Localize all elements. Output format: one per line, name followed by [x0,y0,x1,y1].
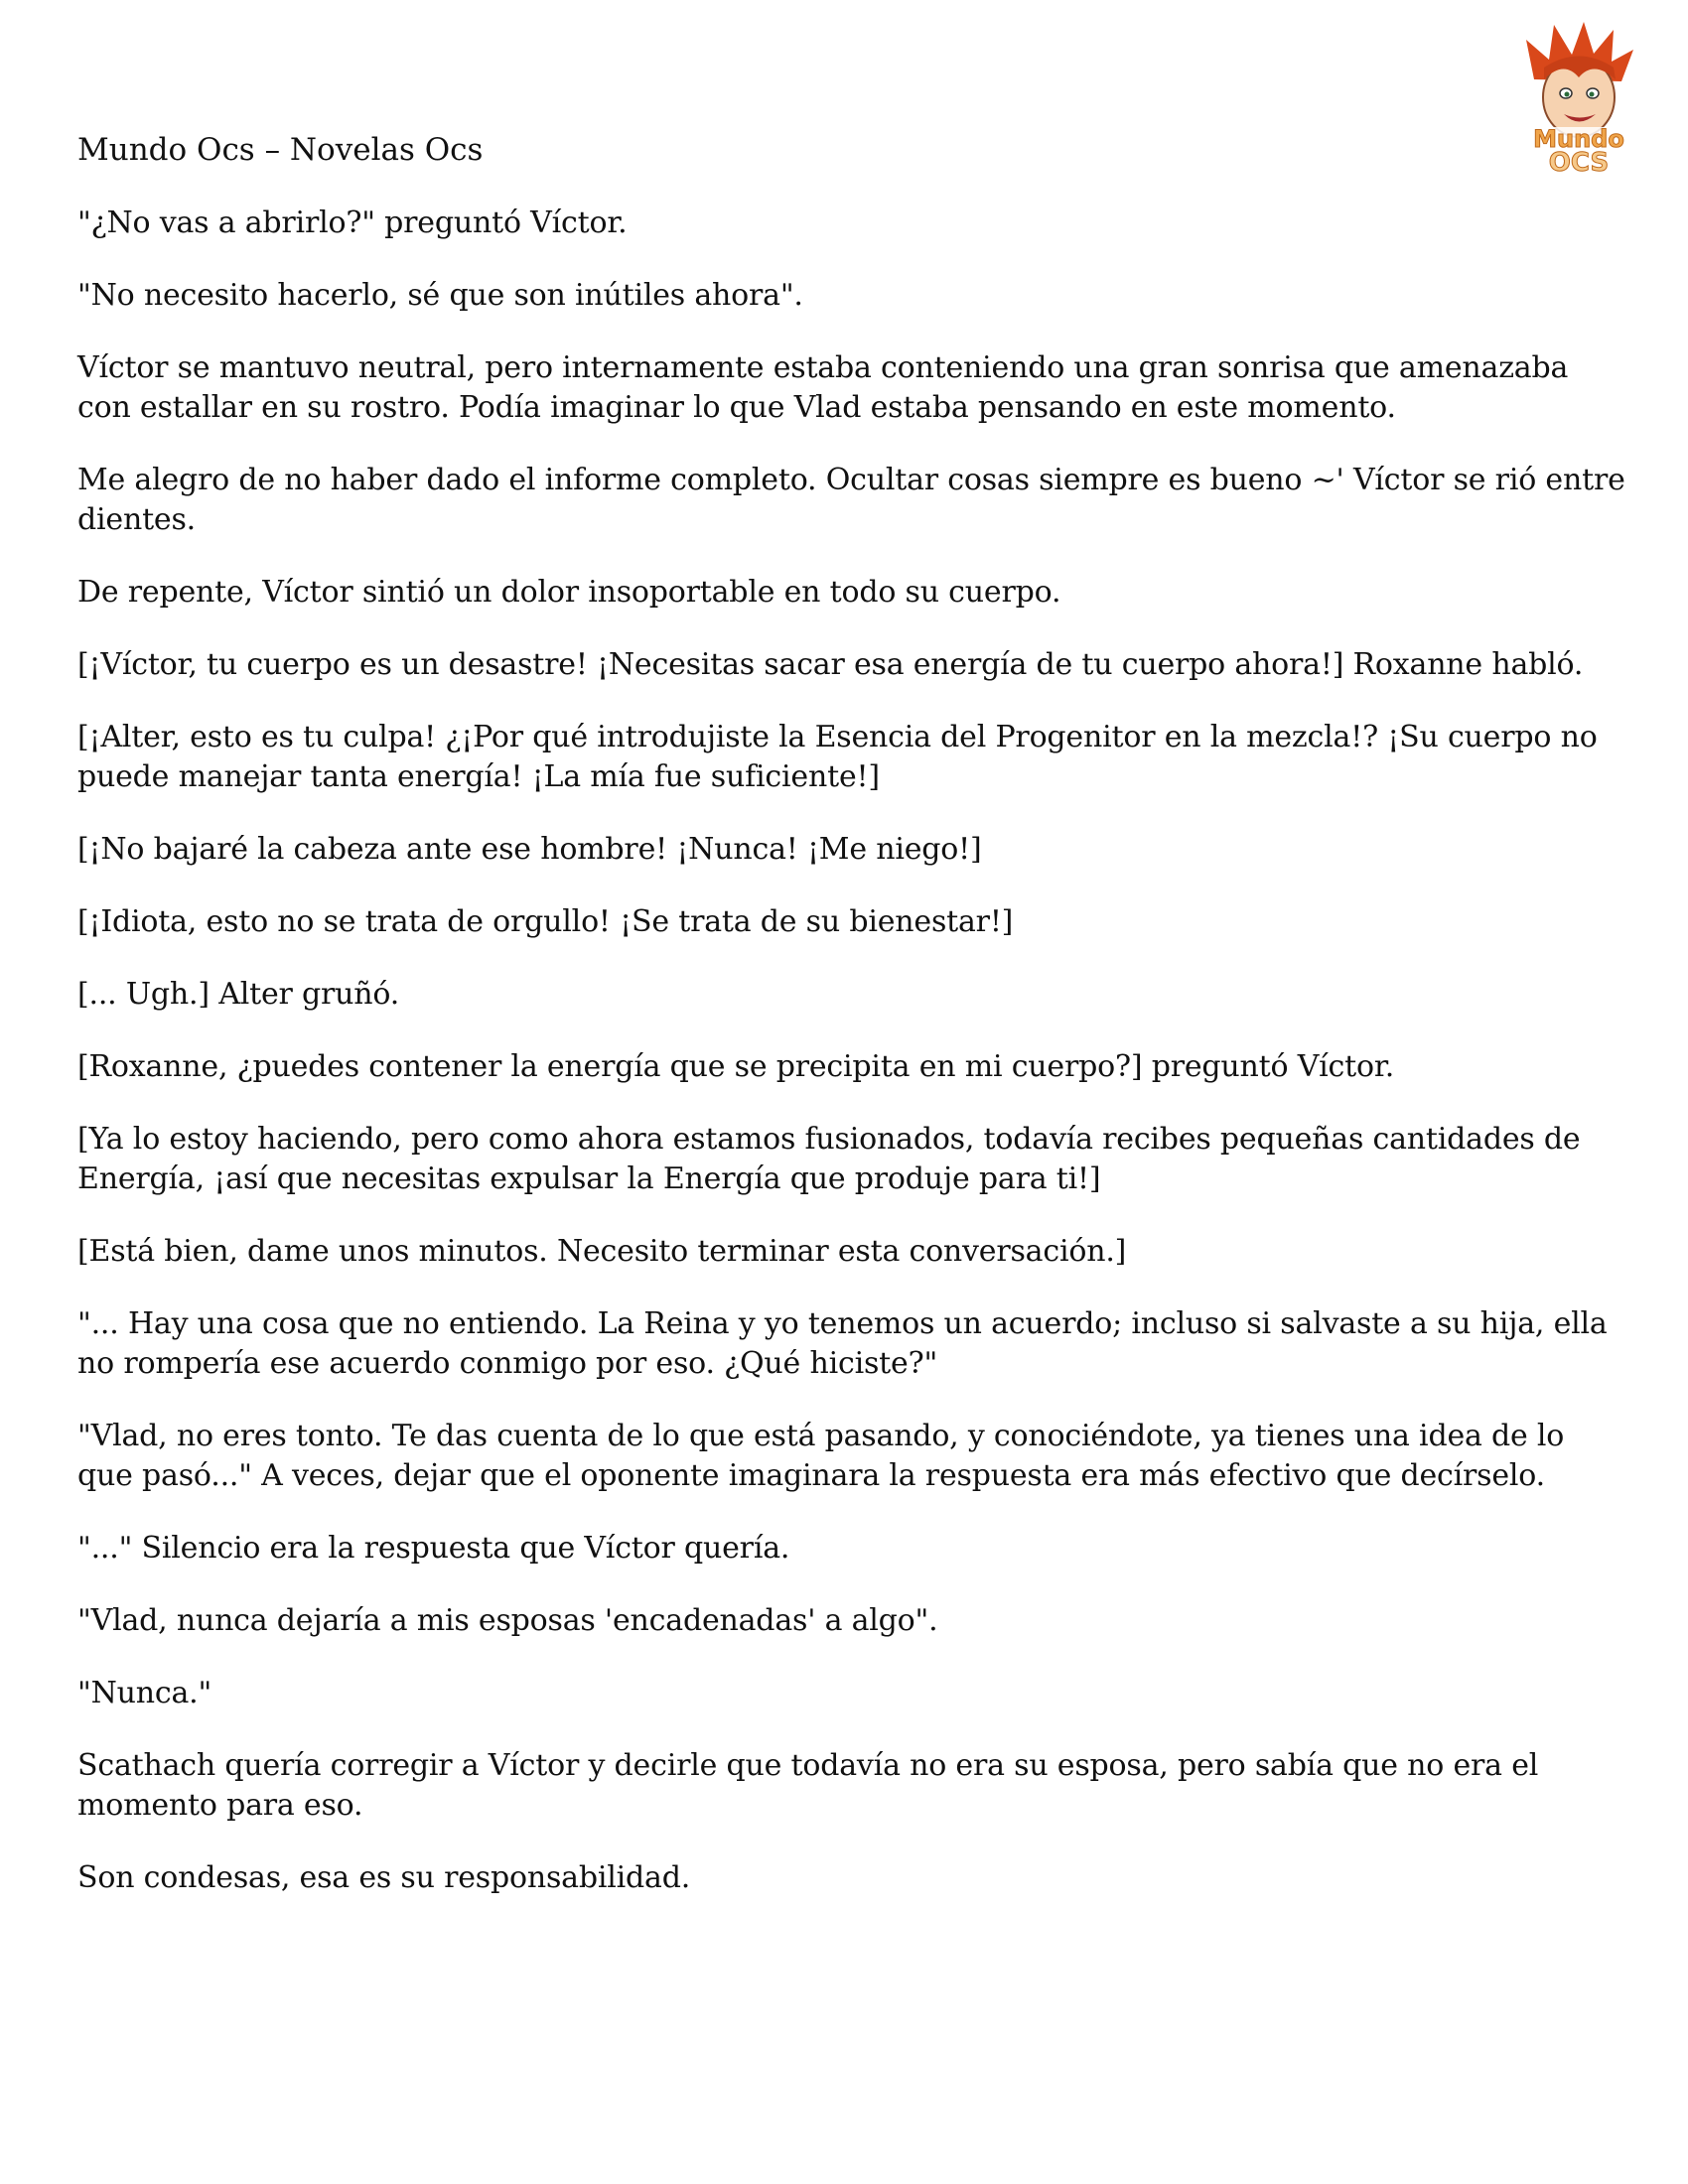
paragraph: [¡Alter, esto es tu culpa! ¿¡Por qué introdujiste la Esencia del Progenitor en la mezcla!? ¡Su cuerpo no puede manejar tanta energía! ¡La mía fue suficiente!] [77,720,1598,794]
paragraph: Víctor se mantuvo neutral, pero internamente estaba conteniendo una gran sonrisa que amenazaba con estallar en su rostro. Podía imaginar lo que Vlad estaba pensando en este momento. [77,350,1569,425]
logo-text-mundo: Mundo [1533,125,1624,153]
paragraph: [... Ugh.] Alter gruñó. [77,977,400,1012]
paragraph: "No necesito hacerlo, sé que son inútiles ahora". [77,278,803,313]
paragraph: [¡Idiota, esto no se trata de orgullo! ¡Se trata de su bienestar!] [77,904,1014,939]
paragraph: "¿No vas a abrirlo?" preguntó Víctor. [77,205,628,240]
paragraph: Me alegro de no haber dado el informe completo. Ocultar cosas siempre es bueno ~' Víctor se rió entre dientes. [77,463,1625,537]
paragraph: "..." Silencio era la respuesta que Víctor quería. [77,1531,790,1566]
document-header: Mundo Ocs – Novelas Ocs [77,132,484,168]
logo-text-ocs: OCS [1548,148,1610,178]
paragraph: [Está bien, dame unos minutos. Necesito terminar esta conversación.] [77,1234,1127,1269]
paragraph: [Roxanne, ¿puedes contener la energía que se precipita en mi cuerpo?] preguntó Víctor. [77,1049,1395,1084]
paragraph: [Ya lo estoy haciendo, pero como ahora estamos fusionados, todavía recibes pequeñas cantidades de Energía, ¡así que necesitas expulsar la Energía que produje para ti!] [77,1122,1581,1196]
paragraph: "Vlad, nunca dejaría a mis esposas 'encadenadas' a algo". [77,1603,938,1638]
document-body [77,204,1626,1931]
paragraph: "... Hay una cosa que no entiendo. La Reina y yo tenemos un acuerdo; incluso si salvaste a su hija, ella no rompería ese acuerdo conmigo por eso. ¿Qué hiciste?" [77,1306,1608,1381]
paragraph: "Vlad, no eres tonto. Te das cuenta de lo que está pasando, y conociéndote, ya tienes una idea de lo que pasó..." A veces, dejar que el oponente imaginara la respuesta era más efectivo que decírselo. [77,1419,1565,1493]
paragraph: [¡No bajaré la cabeza ante ese hombre! ¡Nunca! ¡Me niego!] [77,832,982,867]
paragraph: [¡Víctor, tu cuerpo es un desastre! ¡Necesitas sacar esa energía de tu cuerpo ahora!] Roxanne habló. [77,647,1584,682]
paragraph: Scathach quería corregir a Víctor y decirle que todavía no era su esposa, pero sabía que no era el momento para eso. [77,1748,1539,1823]
paragraph: "Nunca." [77,1676,212,1710]
paragraph: Son condesas, esa es su responsabilidad. [77,1860,691,1895]
mundo-ocs-logo [1504,20,1653,179]
paragraph: De repente, Víctor sintió un dolor insoportable en todo su cuerpo. [77,575,1061,610]
